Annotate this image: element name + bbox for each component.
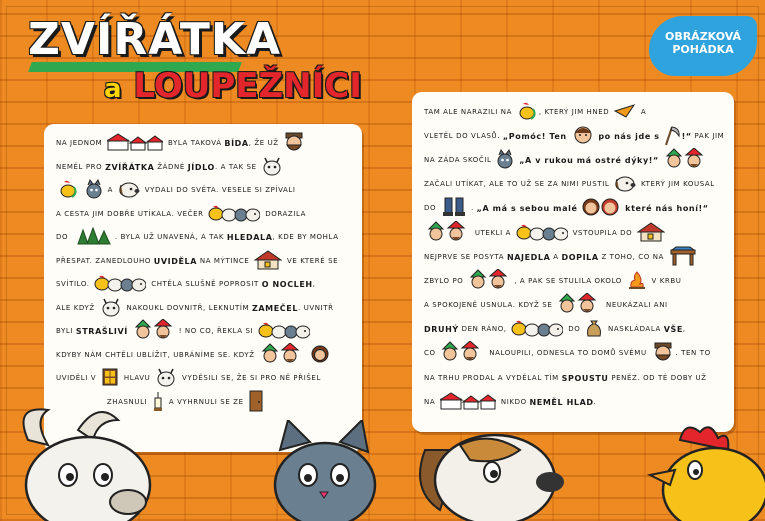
story-text xyxy=(306,351,309,360)
story-text: VLETĚL DO VLASŮ. xyxy=(424,131,503,140)
story-line xyxy=(56,132,352,156)
robbers-icon xyxy=(664,148,708,173)
animals-icon xyxy=(258,320,310,343)
story-text: UTEKLI A xyxy=(472,228,514,237)
goat-icon xyxy=(261,156,283,179)
story-text: ZBYLO PO xyxy=(424,276,467,285)
face-icon xyxy=(572,125,594,148)
farmer-icon xyxy=(652,341,674,366)
story-text: , KTERÝ JIM HNED xyxy=(538,107,613,116)
emphasized-word: po nás jde s xyxy=(598,131,660,141)
story-text xyxy=(567,132,570,141)
door-icon xyxy=(248,390,264,415)
story-text: BYLA TAKOVÁ xyxy=(165,139,225,148)
emphasized-word: VŠE xyxy=(663,325,683,335)
cottage-icon xyxy=(637,222,665,245)
story-text: ZAČALI UTÍKAT, ALE TO UŽ SE ZA NIMI PUSTIL xyxy=(424,180,613,189)
story-line xyxy=(56,226,352,250)
story-line xyxy=(424,366,724,390)
story-text: NASKLÁDALA xyxy=(605,325,664,334)
goat-illustration xyxy=(8,397,178,521)
story-text: DORAZILA xyxy=(262,209,307,218)
story-line xyxy=(56,203,352,227)
story-line xyxy=(56,250,352,274)
story-line xyxy=(56,179,352,203)
story-line xyxy=(424,318,724,342)
emphasized-word: ZAMEČEL xyxy=(251,303,299,313)
title-conjunction: a xyxy=(104,74,122,104)
fire-icon xyxy=(627,270,647,293)
animals-icon xyxy=(208,203,260,226)
robbers-icon xyxy=(440,341,484,366)
story-text: BYLI xyxy=(56,327,76,336)
girl-icon xyxy=(310,343,330,368)
story-text: . BYLA UŽ UNAVENÁ, A TAK xyxy=(114,233,227,242)
title-main: ZVÍŘÁTKA xyxy=(28,14,282,65)
story-line xyxy=(424,100,724,124)
emphasized-word: „A má s sebou malé xyxy=(476,204,578,214)
story-text: DO xyxy=(565,325,584,334)
emphasized-word: HLEDALA xyxy=(226,233,273,243)
story-text: KTERÝ JIM KOUSAL xyxy=(638,180,715,189)
story-text: CO xyxy=(424,349,439,358)
title-robbers: LOUPEŽNÍCI xyxy=(133,66,362,106)
cat-illustration xyxy=(270,420,380,521)
story-line xyxy=(424,342,724,366)
story-text: . UVNITŘ xyxy=(298,303,334,312)
story-text: NEJPRVE SE POSYTA xyxy=(424,252,507,261)
story-line xyxy=(424,173,724,197)
table-icon xyxy=(669,246,697,269)
robbers-icon xyxy=(133,319,177,344)
farm-icon xyxy=(107,133,163,154)
story-text: ŽÁDNÉ xyxy=(154,162,188,171)
badge-line-1: OBRÁZKOVÁ xyxy=(664,30,742,43)
rooster-illustration xyxy=(640,420,765,521)
story-text: A CESTA JIM DOBŘE UTÍKALA. VEČER xyxy=(56,209,207,218)
story-text: A VYHRNULI SE ZE xyxy=(166,397,247,406)
story-text: . A TAK SE xyxy=(214,162,260,171)
emphasized-word: O NOCLEH xyxy=(261,280,313,290)
emphasized-word: které nás honí!“ xyxy=(625,204,709,214)
story-line xyxy=(424,269,724,293)
story-text: NA ZÁDA SKOČIL xyxy=(424,155,495,164)
story-text: SVÍTILO. xyxy=(56,280,93,289)
picture-tale-badge xyxy=(649,16,757,76)
cat-icon xyxy=(85,179,103,202)
story-line xyxy=(56,367,352,391)
window-icon xyxy=(101,367,119,390)
emphasized-word: STRAŠLIVÍ xyxy=(75,327,128,337)
rooster-icon xyxy=(58,179,78,202)
robbers-icon xyxy=(557,293,601,318)
story-line xyxy=(424,221,724,245)
story-text: HLAVU xyxy=(121,374,154,383)
story-text: VSTOUPILA DO xyxy=(569,228,636,237)
story-text: . TEN TO xyxy=(675,349,711,358)
story-text: NEMĚL PRO xyxy=(56,162,106,171)
story-text: DO xyxy=(56,233,71,242)
emphasized-word: JÍDLO xyxy=(187,162,215,172)
story-text: NALOUPILI, ODNESLA TO DOMŮ SVÉMU xyxy=(486,349,650,358)
story-text: CHTĚLA SLUŠNĚ POPROSIT xyxy=(148,280,262,289)
story-text: ALE KDYŽ xyxy=(56,303,98,312)
dog-illustration xyxy=(410,410,580,521)
title-subtitle xyxy=(104,66,362,106)
story-text: . xyxy=(593,397,597,406)
story-text: , xyxy=(682,325,686,334)
dog-icon xyxy=(118,179,140,202)
story-text: DO xyxy=(424,204,439,213)
legs-icon xyxy=(441,197,469,220)
story-text xyxy=(659,156,662,165)
story-text: A xyxy=(104,186,116,195)
story-text: V KRBU xyxy=(648,276,682,285)
story-text: UVIDĚLI V xyxy=(56,374,99,383)
story-text: VYDĚSILI SE, ŽE SI PRO NĚ PŘIŠEL xyxy=(179,374,321,383)
story-line xyxy=(424,124,724,148)
story-text: PENĚZ. OD TÉ DOBY UŽ xyxy=(608,373,707,382)
story-text xyxy=(578,204,581,213)
emphasized-word: NAJEDLA xyxy=(506,252,551,262)
cat-icon xyxy=(496,149,514,172)
story-text xyxy=(128,327,131,336)
story-text: KDYBY NÁM CHTĚLI UBLÍŽIT, UBRÁNÍME SE. KDYŽ xyxy=(56,350,258,359)
story-text: TAM ALE NARAZILI NA xyxy=(424,107,515,116)
emphasized-word: SPOUSTU xyxy=(561,373,609,383)
story-line xyxy=(56,344,352,368)
story-text: ! NO CO, ŘEKLA SI xyxy=(178,327,257,336)
story-line xyxy=(56,320,352,344)
dog-icon xyxy=(614,173,636,196)
story-text: NA TRHU PRODAL A VYDĚLAL TÍM xyxy=(424,373,562,382)
sack-icon xyxy=(585,317,603,342)
animals-icon xyxy=(94,273,146,296)
story-line xyxy=(424,294,724,318)
emphasized-word: „Pomóc! Ten xyxy=(502,131,567,141)
left-story-text xyxy=(56,132,352,414)
story-text: NA MÝTINCE xyxy=(197,256,253,265)
robbers-icon xyxy=(260,343,304,368)
animals-icon xyxy=(511,318,563,341)
badge-line-2: POHÁDKA xyxy=(672,43,734,56)
story-line xyxy=(56,273,352,297)
emphasized-word: ZVÍŘÁTKA xyxy=(105,162,155,172)
emphasized-word: DRUHÝ xyxy=(424,325,459,335)
emphasized-word: UVIDĚLA xyxy=(153,256,198,266)
story-line xyxy=(56,297,352,321)
story-line xyxy=(424,197,724,221)
story-text: A xyxy=(638,107,647,116)
story-text: PŘESPAT. ZANEDLOUHO xyxy=(56,256,154,265)
rooster-icon xyxy=(517,101,537,124)
emphasized-word: NEMĚL HLAD xyxy=(529,397,594,407)
animals-icon xyxy=(516,222,568,245)
emphasized-word: „A v rukou má ostré dýky!“ xyxy=(519,155,659,165)
goat-icon xyxy=(100,297,122,320)
robbers-icon xyxy=(426,221,470,246)
story-text: ZHASNULI xyxy=(104,397,151,406)
story-text: VYDALI DO SVĚTA. VESELE SI ZPÍVALI xyxy=(141,186,296,195)
emphasized-word: BÍDA xyxy=(224,139,249,149)
beak-icon xyxy=(614,103,636,122)
goat-icon xyxy=(155,367,177,390)
story-text: DEN RÁNO, xyxy=(458,325,510,334)
story-text: . xyxy=(470,204,477,213)
story-text: NAKOUKL DOVNITŘ, LEKNUTÍM xyxy=(123,303,252,312)
story-text: , ŽE UŽ xyxy=(248,139,282,148)
right-story-text xyxy=(424,100,724,414)
story-text: , xyxy=(312,280,316,289)
story-text: NIKDO xyxy=(498,397,530,406)
robbers-icon xyxy=(468,269,512,294)
story-line xyxy=(424,245,724,269)
story-text: PAK JIM xyxy=(691,131,725,140)
story-text xyxy=(80,186,83,195)
story-line xyxy=(56,156,352,180)
scythe-icon xyxy=(662,124,680,149)
cottage-icon xyxy=(254,250,282,273)
story-text: , KDE BY MOHLA xyxy=(272,233,339,242)
story-text: Z TOHO, CO NA xyxy=(598,252,667,261)
story-text: A SPOKOJENĚ USNULA. KDYŽ SE xyxy=(424,301,556,310)
farmer-icon xyxy=(283,131,305,156)
story-text: A xyxy=(550,252,562,261)
story-text: VE KTERÉ SE xyxy=(284,256,339,265)
story-text: NA xyxy=(424,397,439,406)
story-text: NA JEDNOM xyxy=(56,139,106,148)
kids-icon xyxy=(582,197,620,220)
story-text: , A PAK SE STULILA OKOLO xyxy=(514,276,625,285)
story-text: NEUKÁZALI ANI xyxy=(603,301,668,310)
story-line xyxy=(424,148,724,172)
emphasized-word: !“ xyxy=(681,131,692,141)
emphasized-word: DOPILA xyxy=(561,252,599,262)
right-story-panel xyxy=(412,92,734,432)
forest-icon xyxy=(73,227,113,248)
